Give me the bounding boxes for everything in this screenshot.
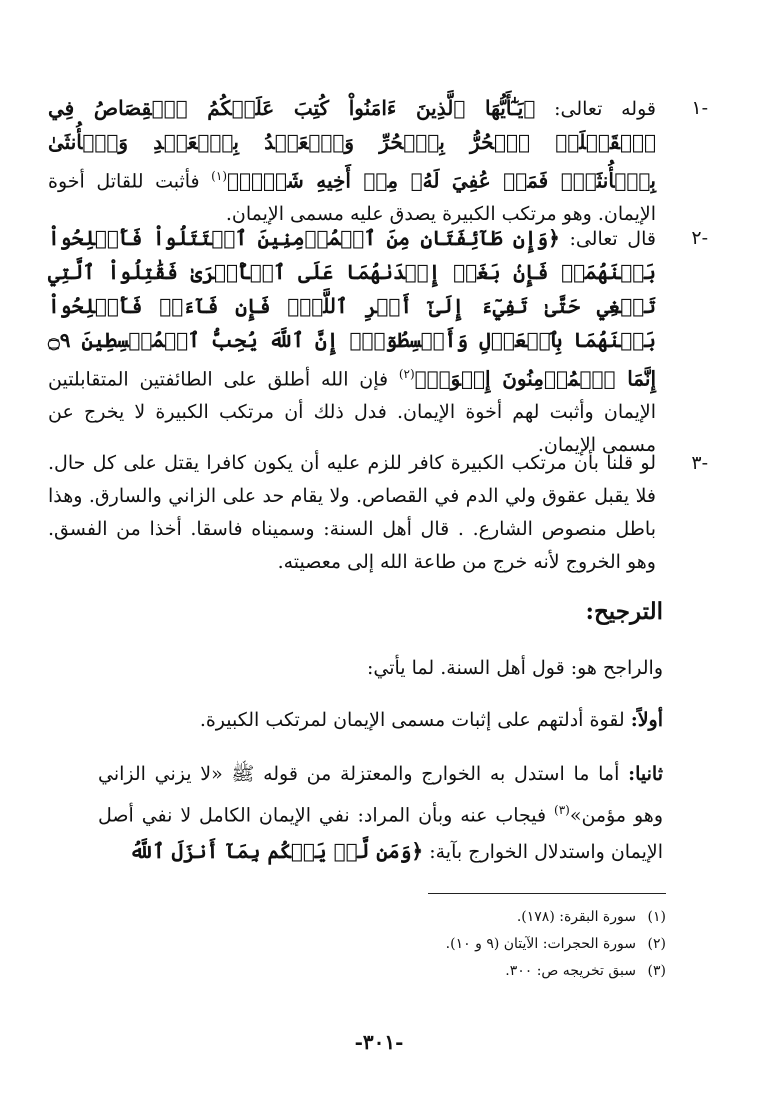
- paragraph-first: [98, 702, 663, 738]
- footnote-ref: (٢): [398, 367, 415, 381]
- footnote-number: (١): [647, 909, 666, 925]
- section-heading: الترجيح:: [585, 598, 663, 625]
- item-text: لو قلنا بأن مرتكب الكبيرة كافر للزم عليه أن يكون كافرا يقتل على كل حال. فلا يقبل عقوق ولي الدم في القصاص. ولا يقام حد على الزاني والسارق. وهذا باطل منصوص الشارع. . قال أهل السنة: وسميناه فاسقا. أخذا من الفسق. وهو الخروج لأنه خرج من طاعة الله إلى معصيته.: [48, 452, 656, 573]
- item-after: فإن الله أطلق على الطائفتين المتقابلتين الإيمان وأثبت لهم أخوة الإيمان. فدل ذلك أن مرتكب الكبيرة لا يخرج عن مسمى الإيمان.: [48, 368, 656, 457]
- item-text: [48, 222, 656, 462]
- list-item-3: [48, 447, 708, 579]
- footnote-ref: (١): [211, 169, 227, 183]
- footnote-number: (٣): [647, 963, 666, 979]
- item-text: [48, 92, 656, 231]
- item-after: فأثبت للقاتل أخوة الإيمان. وهو مرتكب الكبيرة يصدق عليه مسمى الإيمان.: [48, 170, 656, 226]
- footnote-ref: (٣): [554, 803, 570, 817]
- footnote-text: سورة الحجرات: الآيتان (٩ و ١٠).: [445, 936, 636, 952]
- paragraph-text: أما ما استدل به الخوارج والمعتزلة من قوله ﷺ «لا يزني الزاني وهو مؤمن»: [98, 763, 663, 827]
- item-number: -٣: [691, 452, 708, 474]
- item-intro: قوله تعالى:: [535, 98, 656, 120]
- item-number: -١: [691, 97, 708, 119]
- quran-verse: ﴿وَإِن طَآئِفَتَانِ مِنَ ٱلۡمُؤۡمِنِينَ ٱقۡتَتَلُواْ فَأَصۡلِحُواْ بَيۡنَهُمَاۖ فَإِنۢ بَغَتۡ إِحۡدَىٰهُمَا عَلَى ٱلۡأُخۡرَىٰ فَقَٰتِلُواْ ٱلَّتِي تَبۡغِي حَتَّىٰ تَفِيٓءَ إِلَىٰٓ أَمۡرِ ٱللَّهِۚ فَإِن فَآءَتۡ فَأَصۡلِحُواْ بَيۡنَهُمَا بِٱلۡعَدۡلِ وَأَقۡسِطُوٓاْۖ إِنَّ ٱللَّهَ يُحِبُّ ٱلۡمُقۡسِطِينَ ۝٩ إِنَّمَا ٱلۡمُؤۡمِنُونَ إِخۡوَةٞ﴾: [48, 226, 656, 391]
- page-number: -٣٠١-: [354, 1030, 404, 1054]
- paragraph-conclusion: والراجح هو: قول أهل السنة. لما يأتي:: [366, 657, 663, 679]
- paragraph-second: [98, 756, 663, 870]
- footnote-text: سورة البقرة: (١٧٨).: [516, 909, 636, 925]
- paragraph-label: ثانيا:: [628, 763, 663, 785]
- list-item-1: [48, 92, 708, 231]
- paragraph-label: أولاً:: [630, 709, 663, 731]
- paragraph-text: لقوة أدلتهم على إثبات مسمى الإيمان لمرتكب الكبيرة.: [199, 709, 631, 731]
- paragraph-text: فيجاب عنه وبأن المراد: نفي الإيمان الكامل لا نفي أصل الإيمان واستدلال الخوارج بآية:: [98, 804, 663, 864]
- quran-verse: ﴿وَمَن لَّمۡ يَحۡكُم بِمَآ أَنزَلَ ٱللَّهُ: [129, 839, 424, 864]
- footnote-number: (٢): [647, 936, 666, 952]
- item-intro: قال تعالى:: [559, 228, 656, 250]
- footnote: [517, 905, 666, 929]
- list-item-2: [48, 222, 708, 462]
- footnote-text: سبق تخريجه ص: ٣٠٠.: [505, 963, 636, 979]
- quran-verse: ﴿يَـٰٓأَيُّهَا ٱلَّذِينَ ءَامَنُواْ كُتِبَ عَلَيۡكُمُ ٱلۡقِصَاصُ فِي ٱلۡقَتۡلَىۖ ٱلۡحُرُّ بِٱلۡحُرِّ وَٱلۡعَبۡدُ بِٱلۡعَبۡدِ وَٱلۡأُنثَىٰ بِٱلۡأُنثَىٰۚ فَمَنۡ عُفِيَ لَهُۥ مِنۡ أَخِيهِ شَيۡءٞ﴾: [48, 96, 656, 193]
- footnote: [446, 932, 666, 956]
- item-number: -٢: [691, 227, 708, 249]
- footnote-divider: [428, 893, 666, 894]
- footnote: [505, 959, 666, 983]
